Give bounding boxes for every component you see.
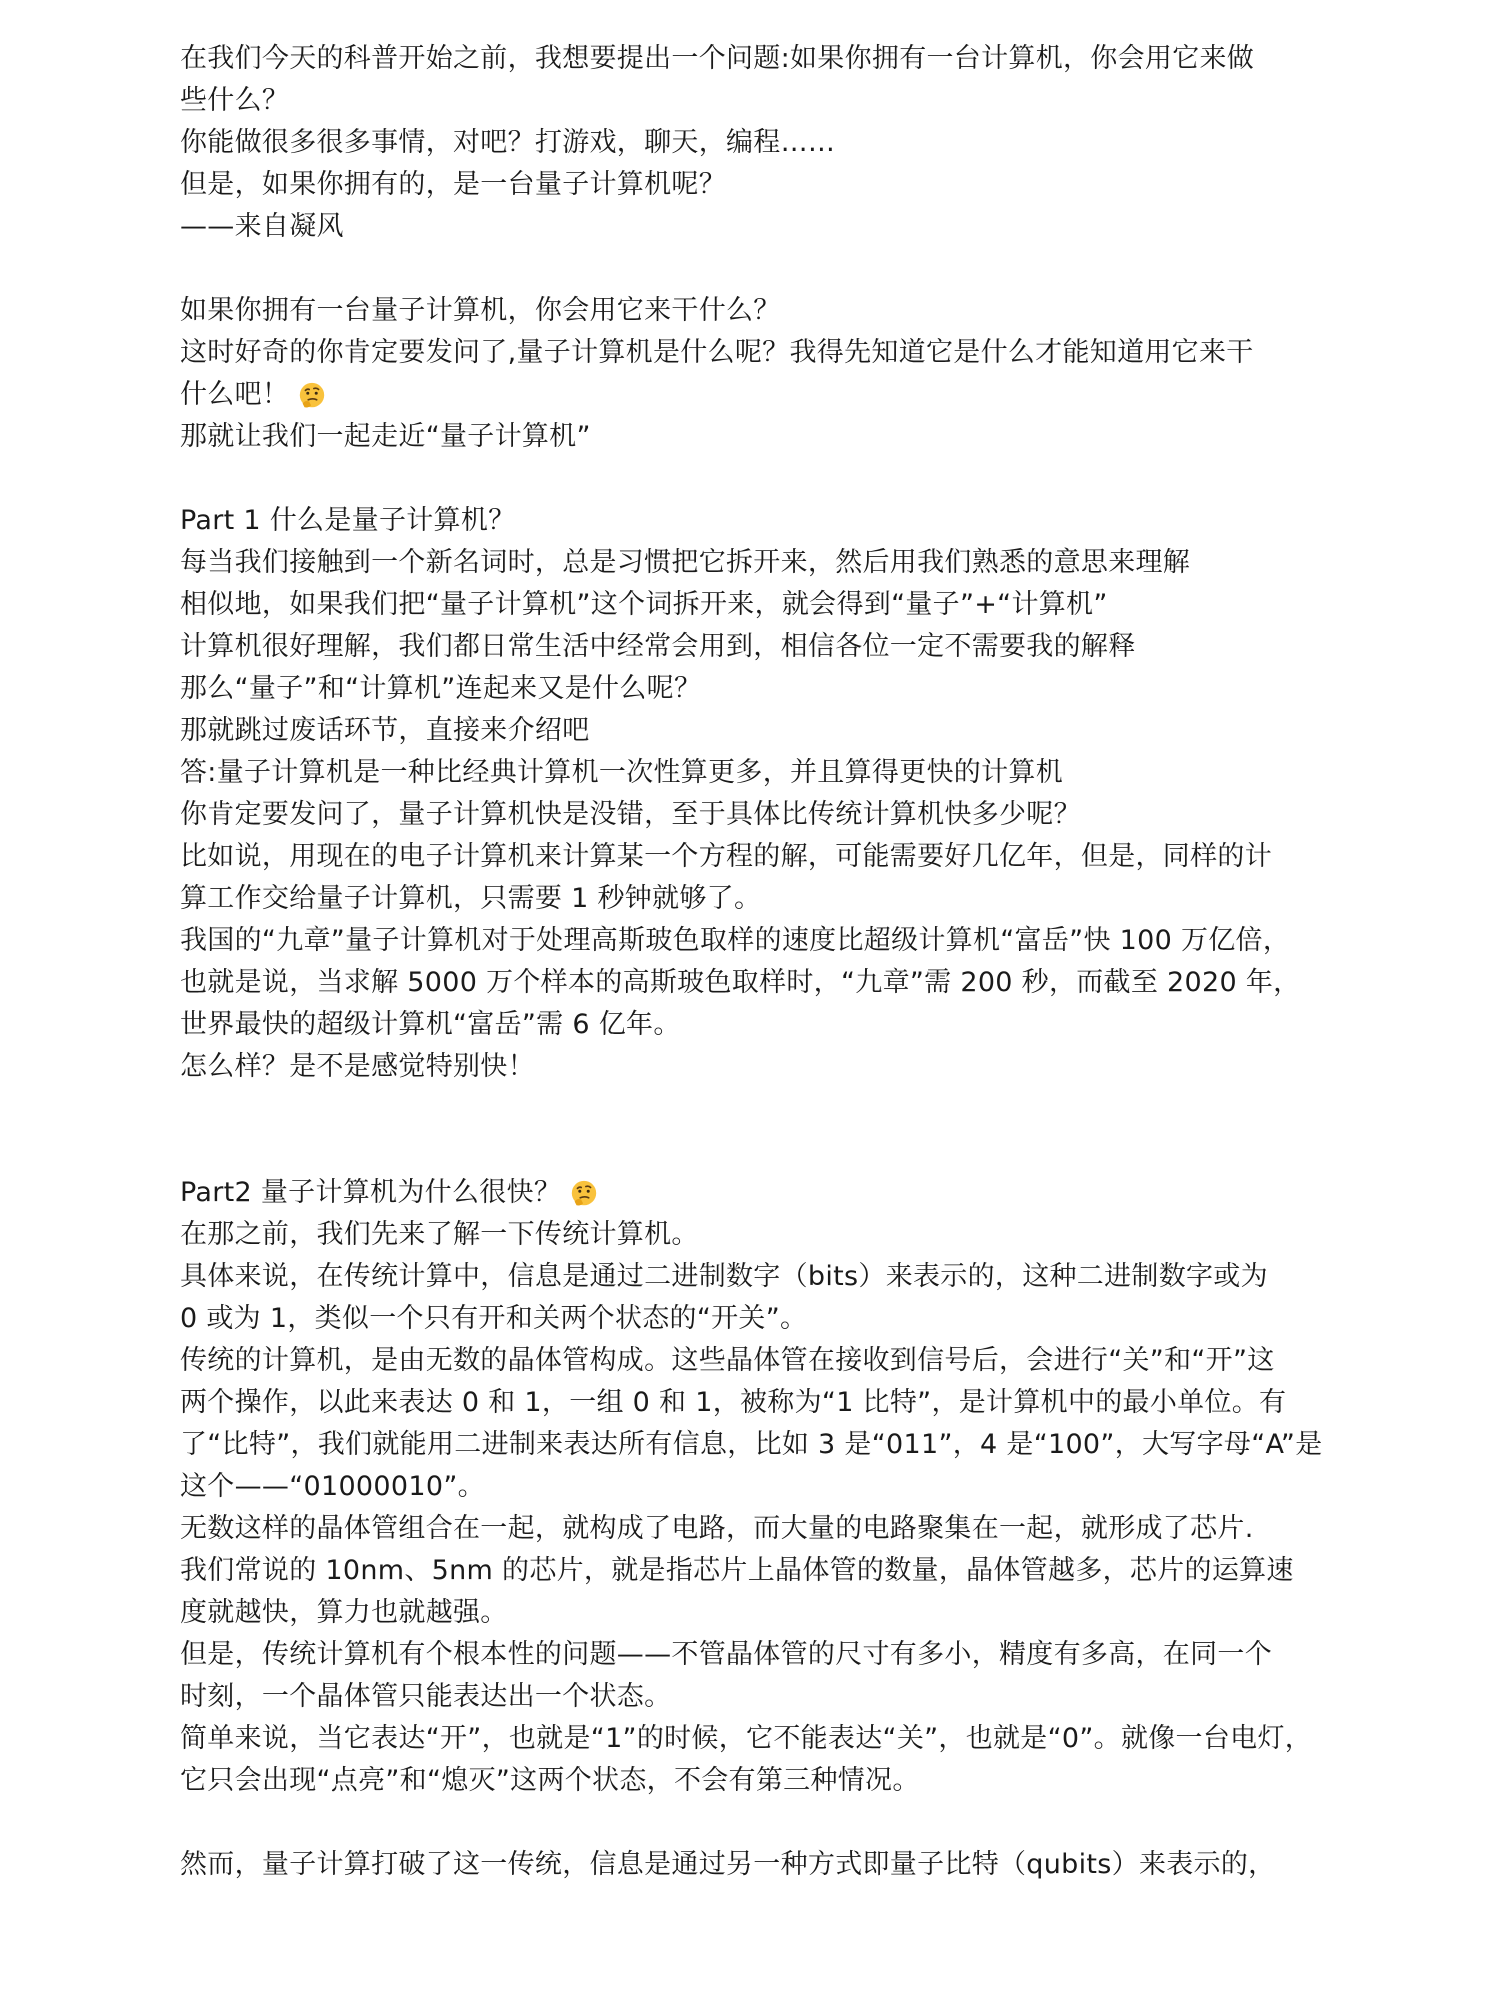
intro-line-4: 但是，如果你拥有的，是一台量子计算机呢？ — [180, 169, 726, 200]
part2-line-1: 在那之前，我们先来了解一下传统计算机。 — [180, 1219, 699, 1250]
part1-heading: Part 1 什么是量子计算机？ — [180, 505, 516, 536]
question-line-1: 如果你拥有一台量子计算机，你会用它来干什么？ — [180, 295, 781, 326]
part2-line-9: 我们常说的 10nm、5nm 的芯片，就是指芯片上晶体管的数量，晶体管越多，芯片的运算速 — [180, 1555, 1294, 1586]
spacer — [180, 1088, 1330, 1172]
spacer — [180, 1802, 1330, 1844]
part2-line-13: 简单来说，当它表达“开”，也就是“1”的时候，它不能表达“关”，也就是“0”。就像一台电灯， — [180, 1723, 1313, 1754]
thinking-face-icon — [297, 381, 327, 411]
intro-line-3: 你能做很多很多事情，对吧？打游戏，聊天，编程…… — [180, 127, 836, 158]
part2-line-6: 了“比特”，我们就能用二进制来表达所有信息，比如 3 是“011”，4 是“100”，大写字母“A”是 — [180, 1429, 1323, 1460]
part2-line-4: 传统的计算机，是由无数的晶体管构成。这些晶体管在接收到信号后，会进行“关”和“开”这 — [180, 1345, 1275, 1376]
part1-line-10: 我国的“九章”量子计算机对于处理高斯玻色取样的速度比超级计算机“富岳”快 100 万亿倍， — [180, 925, 1291, 956]
thinking-face-icon — [569, 1179, 599, 1209]
part1-line-9: 算工作交给量子计算机，只需要 1 秒钟就够了。 — [180, 883, 762, 914]
part1-line-5: 那就跳过废话环节，直接来介绍吧 — [180, 715, 590, 746]
author-signature: ——来自凝风 — [180, 211, 344, 242]
question-line-2: 这时好奇的你肯定要发问了,量子计算机是什么呢？我得先知道它是什么才能知道用它来干 — [180, 337, 1254, 368]
part2-line-2: 具体来说，在传统计算中，信息是通过二进制数字（bits）来表示的，这种二进制数字或为 — [180, 1261, 1268, 1292]
question-line-3-text: 什么吧！ — [180, 379, 290, 410]
part1-line-3: 计算机很好理解，我们都日常生活中经常会用到，相信各位一定不需要我的解释 — [180, 631, 1136, 662]
part2-heading-text: Part2 量子计算机为什么很快？ — [180, 1177, 562, 1208]
spacer — [180, 458, 1330, 500]
part2-line-5: 两个操作，以此来表达 0 和 1，一组 0 和 1，被称为“1 比特”，是计算机中的最小单位。有 — [180, 1387, 1287, 1418]
part2-line-7: 这个——“01000010”。 — [180, 1471, 485, 1502]
part2-line-3: 0 或为 1，类似一个只有开和关两个状态的“开关”。 — [180, 1303, 808, 1334]
part2-line-10: 度就越快，算力也就越强。 — [180, 1597, 508, 1628]
part2-heading — [180, 1172, 1330, 1214]
part1-line-1: 每当我们接触到一个新名词时，总是习惯把它拆开来，然后用我们熟悉的意思来理解 — [180, 547, 1191, 578]
part1-line-6: 答:量子计算机是一种比经典计算机一次性算更多，并且算得更快的计算机 — [180, 757, 1063, 788]
article-body — [180, 38, 1330, 1886]
part1-line-11: 也就是说，当求解 5000 万个样本的高斯玻色取样时，“九章”需 200 秒，而截至 2020 年， — [180, 967, 1301, 998]
intro-line-1: 在我们今天的科普开始之前，我想要提出一个问题:如果你拥有一台计算机，你会用它来做 — [180, 43, 1255, 74]
part2-line-12: 时刻，一个晶体管只能表达出一个状态。 — [180, 1681, 672, 1712]
part2-line-14: 它只会出现“点亮”和“熄灭”这两个状态，不会有第三种情况。 — [180, 1765, 920, 1796]
part2-line-11: 但是，传统计算机有个根本性的问题——不管晶体管的尺寸有多小，精度有多高，在同一个 — [180, 1639, 1272, 1670]
part1-line-2: 相似地，如果我们把“量子计算机”这个词拆开来，就会得到“量子”+“计算机” — [180, 589, 1108, 620]
part1-line-12: 世界最快的超级计算机“富岳”需 6 亿年。 — [180, 1009, 681, 1040]
part1-line-7: 你肯定要发问了，量子计算机快是没错，至于具体比传统计算机快多少呢？ — [180, 799, 1081, 830]
part1-line-13: 怎么样？是不是感觉特别快！ — [180, 1051, 535, 1082]
part2-line-15: 然而，量子计算打破了这一传统，信息是通过另一种方式即量子比特（qubits）来表示的， — [180, 1849, 1276, 1880]
part1-line-4: 那么“量子”和“计算机”连起来又是什么呢？ — [180, 673, 702, 704]
spacer — [180, 248, 1330, 290]
question-line-4: 那就让我们一起走近“量子计算机” — [180, 421, 591, 452]
part1-line-8: 比如说，用现在的电子计算机来计算某一个方程的解，可能需要好几亿年，但是，同样的计 — [180, 841, 1272, 872]
intro-line-2: 些什么？ — [180, 85, 290, 116]
part2-line-8: 无数这样的晶体管组合在一起，就构成了电路，而大量的电路聚集在一起，就形成了芯片. — [180, 1513, 1254, 1544]
question-line-3 — [180, 374, 1330, 416]
